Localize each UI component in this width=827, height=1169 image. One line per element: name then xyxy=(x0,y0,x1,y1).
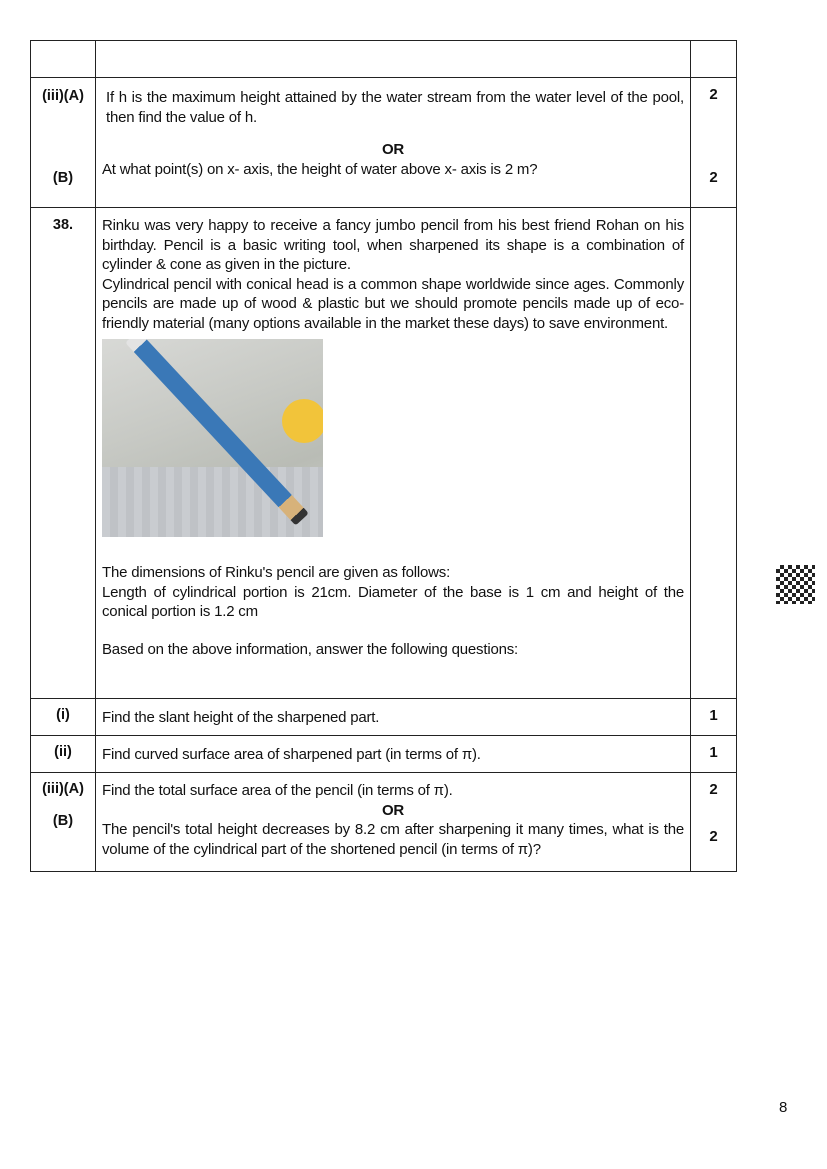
question-table xyxy=(30,40,737,872)
paragraph: Based on the above information, answer the following questions: xyxy=(102,640,518,658)
table-row xyxy=(31,736,737,773)
header-row xyxy=(31,41,737,78)
question-text: Find the total surface area of the pencil (in terms of π). xyxy=(102,782,453,799)
question-text: At what point(s) on x- axis, the height of water above x- axis is 2 m? xyxy=(102,160,538,178)
or-label: OR xyxy=(381,801,405,819)
marks: 2 xyxy=(709,781,718,798)
question-label: (B) xyxy=(52,170,74,186)
marks: 2 xyxy=(709,86,718,103)
question-label: (iii)(A) xyxy=(42,88,84,104)
marks: 2 xyxy=(709,828,718,845)
or-label: OR xyxy=(381,141,405,158)
question-label: (iii)(A) xyxy=(42,781,84,797)
marks: 2 xyxy=(709,169,718,186)
paragraph: The dimensions of Rinku's pencil are given as follows: xyxy=(102,564,451,581)
page-number: 8 xyxy=(779,1099,788,1116)
marks: 1 xyxy=(709,744,718,761)
table-row xyxy=(31,78,737,208)
paragraph: Length of cylindrical portion is 21cm. Diameter of the base is 1 cm and height of the conical portion is 1.2 cm xyxy=(102,583,684,620)
question-number: 38. xyxy=(52,217,74,233)
table-row xyxy=(31,773,737,872)
question-text: The pencil's total height decreases by 8.2 cm after sharpening it many times, what is the volume of the cylindrical part of the shortened pencil (in terms of π)? xyxy=(102,821,684,858)
question-text: Find curved surface area of sharpened part (in terms of π). xyxy=(102,746,481,763)
question-label: (ii) xyxy=(54,744,72,760)
marks: 1 xyxy=(709,707,718,724)
table-row xyxy=(31,699,737,736)
question-label: (B) xyxy=(52,813,74,829)
question-label: (i) xyxy=(56,707,70,723)
paragraph: Rinku was very happy to receive a fancy jumbo pencil from his best friend Rohan on his birthday. Pencil is a basic writing tool, when sharpened its shape is a combination of cylinder & cone as given in the picture. xyxy=(102,217,684,273)
question-text: If h is the maximum height attained by the water stream from the water level of the pool, then find the value of h. xyxy=(106,89,684,126)
qr-code xyxy=(776,565,815,604)
question-text: Find the slant height of the sharpened part. xyxy=(102,709,380,726)
table-row xyxy=(31,208,737,699)
paragraph: Cylindrical pencil with conical head is a common shape worldwide since ages. Commonly pencils are made up of wood & plastic but we should promote pencils made up of eco-friendly material (many options available in the market these days) to save environment. xyxy=(102,275,684,332)
pencil-image xyxy=(102,339,323,537)
